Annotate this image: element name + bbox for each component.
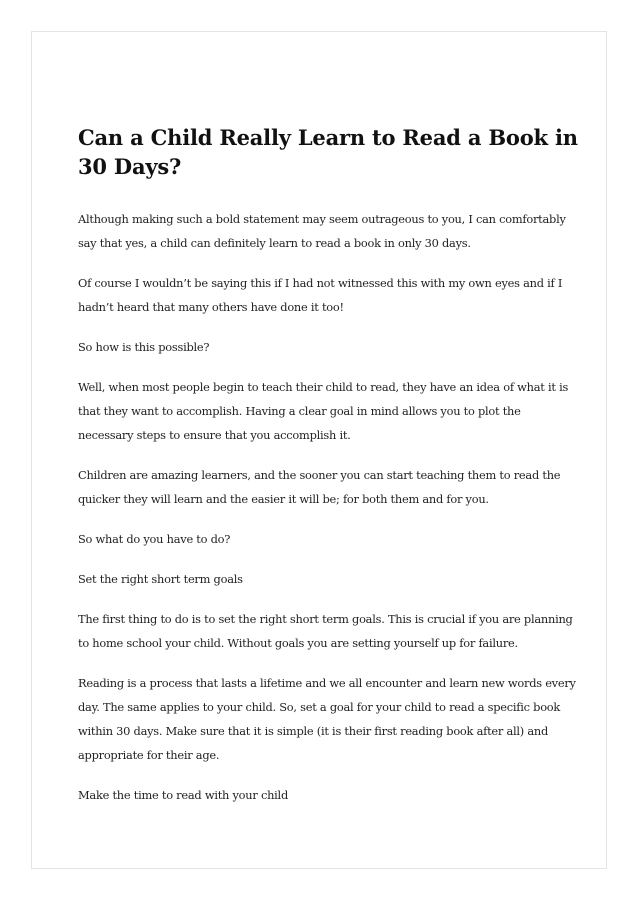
document-page: [31, 31, 607, 869]
paragraph-3: So how is this possible?: [78, 340, 210, 354]
document-body: [78, 123, 578, 823]
paragraph-5: Children are amazing learners, and the sooner you can start teaching them to read the quicker they will learn and the easier it will be; for both them and for you.: [78, 468, 561, 506]
subheading-make-time: Make the time to read with your child: [78, 788, 288, 802]
document-title: Can a Child Really Learn to Read a Book in 30 Days?: [78, 125, 578, 179]
paragraph-9: Reading is a process that lasts a lifetime and we all encounter and learn new words every day. The same applies to your child. So, set a goal for your child to read a specific book within 30 days. Make sure that it is simple (it is their first reading book after all) and appropriate for their age.: [78, 676, 576, 762]
paragraph-4: Well, when most people begin to teach their child to read, they have an idea of what it is that they want to accomplish. Having a clear goal in mind allows you to plot the necessary steps to ensure that you accomplish it.: [78, 380, 569, 442]
paragraph-2: Of course I wouldn’t be saying this if I had not witnessed this with my own eyes and if I hadn’t heard that many others have done it too!: [78, 276, 563, 314]
subheading-short-term-goals: Set the right short term goals: [78, 572, 243, 586]
paragraph-1: Although making such a bold statement may seem outrageous to you, I can comfortably say that yes, a child can definitely learn to read a book in only 30 days.: [78, 212, 566, 250]
paragraph-6: So what do you have to do?: [78, 532, 231, 546]
paragraph-8: The first thing to do is to set the right short term goals. This is crucial if you are planning to home school your child. Without goals you are setting yourself up for failure.: [78, 612, 573, 650]
